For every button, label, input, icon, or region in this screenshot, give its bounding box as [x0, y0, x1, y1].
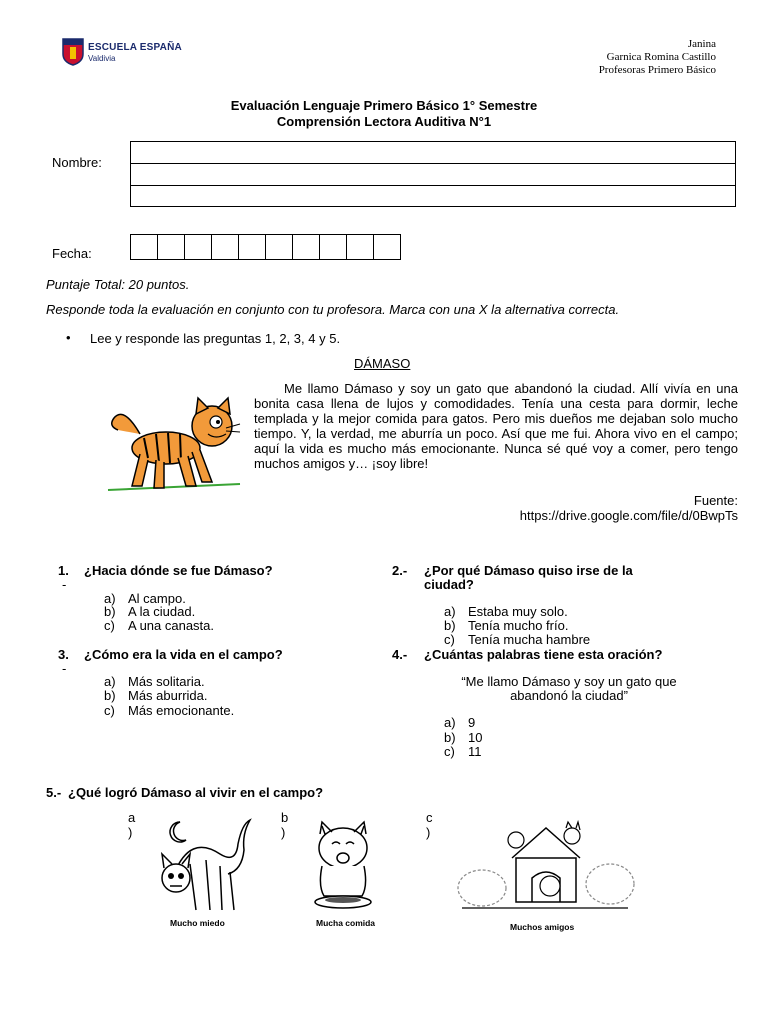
date-cell[interactable]	[184, 234, 212, 260]
page-subtitle: Comprensión Lectora Auditiva N°1	[276, 114, 492, 129]
directions: Responde toda la evaluación en conjunto con tu profesora. Marca con una X la alternativa correcta.	[46, 302, 620, 317]
date-cell[interactable]	[346, 234, 374, 260]
question-2-text: ¿Por qué Dámaso quiso irse de la	[424, 563, 633, 578]
image-option-a-letter: a	[128, 810, 136, 825]
date-cell[interactable]	[319, 234, 347, 260]
cat-walking-illustration	[104, 396, 244, 496]
image-option-a-paren: )	[128, 825, 133, 840]
image-option-b-caption: Mucha comida	[316, 918, 376, 928]
q1-option-c[interactable]: A una canasta.	[128, 618, 215, 633]
question-3-number: 3.	[58, 647, 69, 662]
image-option-c-letter: c	[426, 810, 433, 825]
q3-option-b-letter: b)	[104, 688, 116, 703]
q4-option-c[interactable]: 11	[468, 744, 482, 759]
date-cell[interactable]	[130, 234, 158, 260]
image-option-c-paren: )	[426, 825, 431, 840]
question-3-text: ¿Cómo era la vida en el campo?	[84, 647, 283, 662]
page-title: Evaluación Lenguaje Primero Básico 1° Semestre	[230, 98, 538, 113]
q2-option-c-letter: c)	[444, 632, 455, 647]
q2-option-c[interactable]: Tenía mucha hambre	[468, 632, 591, 647]
date-cell[interactable]	[292, 234, 320, 260]
q4-option-a-letter: a)	[444, 715, 456, 730]
date-cell[interactable]	[157, 234, 185, 260]
story-title: DÁMASO	[354, 356, 411, 371]
q2-option-a[interactable]: Estaba muy solo.	[468, 604, 568, 619]
q3-option-a-letter: a)	[104, 674, 116, 689]
q1-option-b[interactable]: A la ciudad.	[128, 604, 196, 619]
cat-with-friends-icon[interactable]	[452, 818, 638, 922]
q3-option-a[interactable]: Más solitaria.	[128, 674, 205, 689]
school-city: Valdivia	[88, 54, 116, 63]
question-5-text: ¿Qué logró Dámaso al vivir en el campo?	[68, 785, 324, 800]
question-1-dash: -	[62, 577, 67, 592]
q4-option-c-letter: c)	[444, 744, 455, 759]
question-4-quote: “Me llamo Dámaso y soy un gato que	[461, 674, 677, 689]
date-cell[interactable]	[373, 234, 401, 260]
q3-option-b[interactable]: Más aburrida.	[128, 688, 208, 703]
date-field[interactable]	[130, 234, 401, 260]
q3-option-c-letter: c)	[104, 703, 115, 718]
date-cell[interactable]	[211, 234, 239, 260]
q4-option-a[interactable]: 9	[468, 715, 476, 730]
question-4-text: ¿Cuántas palabras tiene esta oración?	[424, 647, 663, 662]
source-label: Fuente:	[693, 493, 738, 508]
question-1-number: 1.	[58, 563, 69, 578]
q1-option-a[interactable]: Al campo.	[128, 591, 186, 606]
q1-option-b-letter: b)	[104, 604, 116, 619]
school-shield-icon	[62, 38, 84, 66]
date-label: Fecha:	[52, 246, 92, 261]
teacher-name-1: Janina	[687, 38, 716, 50]
q1-option-a-letter: a)	[104, 591, 116, 606]
scared-cat-icon[interactable]	[150, 814, 260, 914]
q4-option-b[interactable]: 10	[468, 730, 483, 745]
question-4-quote-cont: abandonó la ciudad”	[510, 688, 628, 703]
question-1-text: ¿Hacia dónde se fue Dámaso?	[84, 563, 273, 578]
source-url[interactable]: https://drive.google.com/file/d/0BwpTs	[519, 508, 738, 523]
date-cell[interactable]	[238, 234, 266, 260]
q2-option-b[interactable]: Tenía mucho frío.	[468, 618, 569, 633]
eating-cat-icon[interactable]	[298, 816, 388, 914]
q2-option-a-letter: a)	[444, 604, 456, 619]
question-2-text-cont: ciudad?	[424, 577, 474, 592]
q2-option-b-letter: b)	[444, 618, 456, 633]
teacher-name-2: Garnica Romina Castillo	[606, 51, 716, 63]
reading-instruction: Lee y responde las preguntas 1, 2, 3, 4 y 5.	[90, 331, 341, 346]
question-3-dash: -	[62, 661, 67, 676]
q4-option-b-letter: b)	[444, 730, 456, 745]
q1-option-c-letter: c)	[104, 618, 115, 633]
teacher-role: Profesoras Primero Básico	[598, 64, 716, 76]
name-label: Nombre:	[52, 155, 102, 170]
image-option-b-paren: )	[281, 825, 286, 840]
image-option-c-caption: Muchos amigos	[510, 922, 575, 932]
total-score: Puntaje Total: 20 puntos.	[46, 277, 190, 292]
image-option-a-caption: Mucho miedo	[170, 918, 225, 928]
date-cell[interactable]	[265, 234, 293, 260]
q3-option-c[interactable]: Más emocionante.	[128, 703, 235, 718]
school-logo	[62, 38, 192, 70]
story-text	[254, 381, 738, 471]
question-4-number: 4.-	[392, 647, 408, 662]
question-2-number: 2.-	[392, 563, 408, 578]
image-option-b-letter: b	[281, 810, 289, 825]
name-field[interactable]	[130, 141, 736, 207]
bullet-icon: •	[66, 330, 71, 345]
school-name: ESCUELA ESPAÑA	[88, 42, 182, 53]
question-5-number: 5.-	[46, 785, 62, 800]
story-body: Me llamo Dámaso y soy un gato que abandonó la ciudad. Allí vivía en una bonita casa llena de lujos y comodidades. Tenía una cesta para dormir, leche templada y la mejor comida para gatos. Pero mis dueños me dejaban solo mucho tiempo. Y, la verdad, me aburría un poco. Así que me fui. Ahora vivo en el campo; aquí la vida es mucho más emocionante. Nunca sé qué voy a comer, pero tengo muchos amigos y… ¡soy libre!	[254, 381, 738, 471]
